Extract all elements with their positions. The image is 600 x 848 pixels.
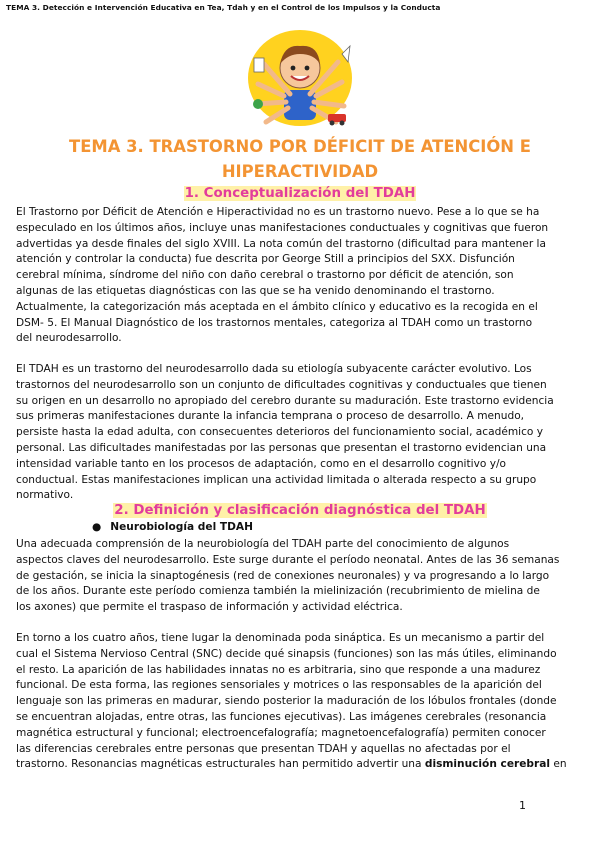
bullet-neurobiology [92,521,253,533]
paragraph-line: se encuentran alojadas, entre otras, las funciones ejecutivas). Las imágenes cerebrales (resonancia [16,710,547,723]
paragraph-line: cual el Sistema Nervioso Central (SNC) decide qué sinapsis (funciones) son las más útiles, eliminando [16,647,557,660]
boy-with-many-arms-icon [244,24,356,130]
paragraph-line: funcional. De esta forma, las regiones sensoriales y motrices o las responsables de la aparición del [16,679,542,692]
paragraph-line: conductual. Estas manifestaciones implican una actividad limitada o alterada respecto a su grupo [16,473,537,486]
bullet-dot-icon: ● [92,521,102,533]
paragraph-line: algunas de las etiquetas diagnósticas con las que se ha venido denominando el trastorno. [16,284,495,297]
paragraph-line: sus primeras manifestaciones durante la infancia temprana o proceso de desarrollo. A menudo, [16,410,525,423]
paragraph-1 [16,205,591,347]
paragraph-line: El Trastorno por Déficit de Atención e Hiperactividad no es un trastorno nuevo. Pese a lo que se ha [16,206,540,218]
paragraph-line: El TDAH es un trastorno del neurodesarrollo dada su etiología subyacente carácter evolutivo. Los [16,363,532,375]
paragraph-line: del neurodesarrollo. [16,332,122,345]
paragraph-line: DSM- 5. El Manual Diagnóstico de los trastornos mentales, categoriza al TDAH como un trastorno [16,316,533,329]
paragraph-line: personal. Las dificultades manifestadas por las personas que presentan el trastorno evidencian una [16,441,547,454]
paragraph-line: los axones) que permite el traspaso de información y actividad eléctrica. [16,601,403,614]
bold-term: disminución cerebral [424,758,551,771]
paragraph-line: Actualmente, la categorización más aceptada en el ámbito clínico y educativo es la recogida en el [16,300,538,313]
paragraph-text: trastorno. Resonancias magnéticas estructurales han permitido advertir una [16,758,425,771]
document-title-line-2: HIPERACTIVIDAD [221,162,379,181]
paragraph-line: de gestación, se inicia la sinaptogénesis (red de conexiones neuronales) y va progresando a lo largo [16,569,550,582]
paragraph-line: de los años. Durante este período comienza también la mielinización (recubrimiento de mielina de [16,585,540,598]
paragraph-line: el resto. La aparición de las habilidades innatas no es arbitraria, sino que responde a una madurez [16,663,541,676]
paragraph-line: magnética estructural y funcional; electroencefalografía; magnetoencefalografía) permiten conocer [16,726,546,739]
paragraph-line: especulado en los últimos años, incluye unas manifestaciones conductuales y cognitivas que fueron [16,221,549,234]
paragraph-line: Una adecuada comprensión de la neurobiología del TDAH parte del conocimiento de algunos [16,538,510,550]
paragraph-line: intensidad variable tanto en los procesos de adaptación, como en el desarrollo cognitivo y/o [16,457,507,470]
paragraph-4 [16,631,591,773]
paragraph-3 [16,537,591,616]
paragraph-text: en [550,758,567,771]
page-number: 1 [519,799,526,812]
document-title-line-1: TEMA 3. TRASTORNO POR DÉFICIT DE ATENCIÓN E [69,137,531,156]
paragraph-line: persiste hasta la edad adulta, con consecuentes deterioros del funcionamiento social, académico y [16,426,544,439]
section-heading-2 [0,503,600,518]
paragraph-line: las diferencias cerebrales entre personas que presentan TDAH y aquellas no afectadas por el [16,742,511,755]
paragraph-line: En torno a los cuatro años, tiene lugar la denominada poda sináptica. Es un mecanismo a partir del [16,632,545,644]
paragraph-line: cerebral mínima, síndrome del niño con daño cerebral o trastorno por déficit de atención, son [16,269,514,282]
bullet-label: Neurobiología del TDAH [110,521,253,533]
paragraph-line: normativo. [16,489,74,502]
paragraph-line: su origen en un desarrollo no apropiado del cerebro durante su maduración. Este trastorno evidencia [16,394,554,407]
section-heading-1-text: 1. Conceptualización del TDAH [184,186,416,201]
running-header: TEMA 3. Detección e Intervención Educativa en Tea, Tdah y en el Control de los Impulsos y la Conducta [6,3,441,12]
paragraph-line: advertidas ya desde finales del siglo XVIII. La nota común del trastorno (dificultad para mantener la [16,237,546,250]
paragraph-2 [16,362,591,504]
paragraph-line: aspectos claves del neurodesarrollo. Este surge durante el período neonatal. Antes de las 36 semanas [16,553,560,566]
section-heading-2-text: 2. Definición y clasificación diagnóstica del TDAH [114,503,486,518]
paragraph-line: trastornos del neurodesarrollo son un conjunto de dificultades cognitivas y conductuales que tienen [16,378,547,391]
paragraph-line: atención y controlar la conducta) fue descrita por George Still a principios del SXX. Disfunción [16,253,515,266]
section-heading-1 [0,186,600,201]
paragraph-line: lenguaje son las primeras en madurar, siendo posterior la maduración de los lóbulos frontales (donde [16,695,557,708]
paragraph-line-last [16,757,591,773]
